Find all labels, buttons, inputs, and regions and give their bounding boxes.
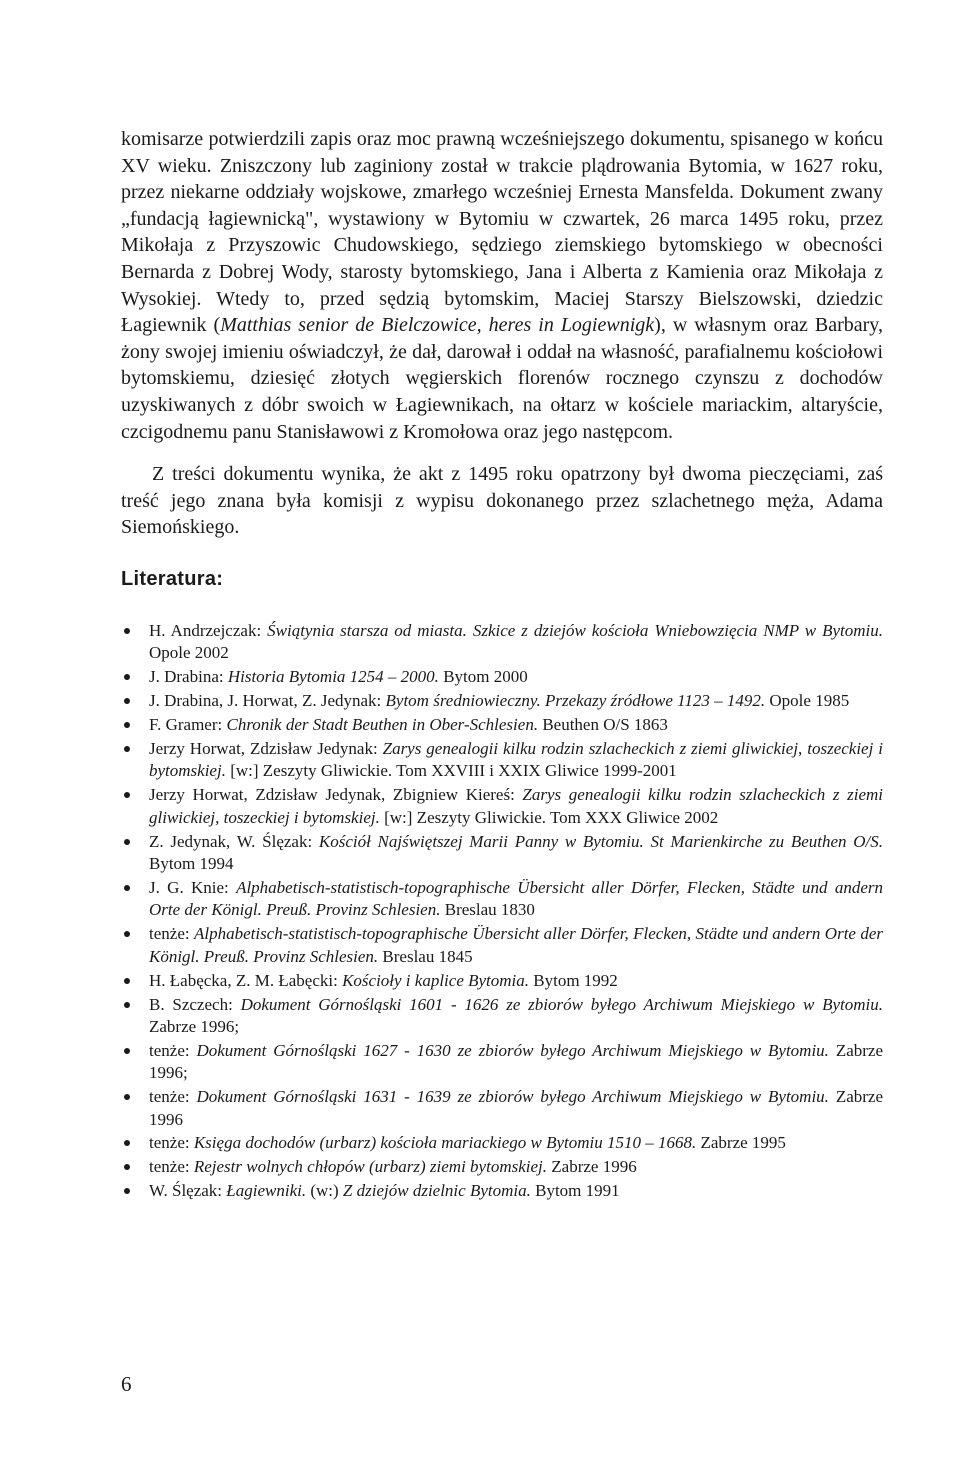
reference-item	[121, 1040, 883, 1085]
reference-author: tenże:	[149, 924, 194, 944]
reference-list	[121, 620, 883, 1204]
reference-title: Świątynia starsza od miasta. Szkice z dziejów kościoła Wniebowzięcia NMP w Bytomiu.	[267, 621, 884, 640]
reference-item	[121, 784, 883, 829]
bullet-icon	[124, 885, 130, 891]
bullet-icon	[124, 1002, 130, 1008]
reference-title: Alphabetisch-statistisch-topographische Übersicht aller Dörfer, Flecken, Städte und andern Orte der Königl. Preuß. Provinz Schlesien.	[149, 877, 883, 920]
bullet-icon	[124, 746, 130, 752]
reference-item	[121, 970, 883, 992]
paragraph-text: komisarze potwierdzili zapis oraz moc prawną wcześniejszego dokumentu, spisanego w końcu XV wieku. Zniszczony lub zaginiony został w trakcie plądrowania Bytomia, w 1627 roku, przez niekarne oddziały wojskowe, zmarłego wcześniej Ernesta Mansfelda. Dokument zwany „fundacją łagiewnicką", wystawiony w Bytomiu w czwartek, 26 marca 1495 roku, przez Mikołaja z Przyszowic Chudowskiego, sędziego ziemskiego bytomskiego w obecności Bernarda z Dobrej Wody, starosty bytomskiego, Jana i Alberta z Kamienia oraz Mikołaja z Wysokiej. Wtedy to, przed sędzią bytomskim, Maciej Starszy Bielszowski, dziedzic Łagiewnik (	[121, 128, 883, 337]
reference-item	[121, 877, 883, 922]
reference-author: Jerzy Horwat, Zdzisław Jedynak:	[149, 739, 383, 759]
bullet-icon	[124, 792, 130, 798]
reference-rest: Breslau 1845	[378, 946, 473, 966]
reference-author: Jerzy Horwat, Zdzisław Jedynak, Zbigniew Kiereś:	[149, 785, 523, 805]
reference-author: tenże:	[149, 1040, 197, 1060]
reference-rest: Zabrze 1996;	[149, 1040, 884, 1083]
reference-rest2: Bytom 1991	[530, 1181, 620, 1201]
bullet-icon	[124, 1048, 130, 1054]
reference-item	[121, 1180, 883, 1202]
reference-rest: Zabrze 1996	[547, 1157, 637, 1177]
reference-title: Rejestr wolnych chłopów (urbarz) ziemi bytomskiej.	[193, 1157, 548, 1177]
page-number: 6	[121, 1372, 132, 1396]
reference-author: H. Łabęcka, Z. M. Łabęcki:	[149, 970, 343, 990]
reference-author: J. Drabina:	[149, 667, 228, 687]
reference-author: Z. Jedynak, W. Ślęzak:	[149, 831, 319, 851]
reference-rest: Opole 1985	[765, 691, 850, 711]
reference-title: Alphabetisch-statistisch-topographische Übersicht aller Dörfer, Flecken, Städte und andern Orte der Königl. Preuß. Provinz Schlesien.	[149, 924, 883, 966]
bullet-icon	[124, 698, 130, 704]
reference-title: Zarys genealogii kilku rodzin szlacheckich z ziemi gliwickiej, toszeckiej i bytomskiej.	[149, 785, 883, 827]
bullet-icon	[124, 839, 130, 845]
bullet-icon	[124, 674, 130, 680]
bullet-icon	[124, 1188, 130, 1194]
reference-author: F. Gramer:	[149, 715, 227, 735]
reference-item	[121, 994, 883, 1039]
bullet-icon	[124, 978, 130, 984]
reference-title: Dokument Górnośląski 1631 - 1639 ze zbiorów byłego Archiwum Miejskiego w Bytomiu.	[196, 1087, 829, 1107]
reference-rest: Bytom 2000	[438, 667, 528, 687]
reference-rest: [w:] Zeszyty Gliwickie. Tom XXVIII i XXIX Gliwice 1999-2001	[225, 761, 677, 781]
bullet-icon	[124, 1094, 130, 1100]
reference-author: W. Ślęzak:	[149, 1181, 227, 1201]
reference-title: Historia Bytomia 1254 – 2000.	[227, 667, 439, 687]
reference-title: Księga dochodów (urbarz) kościoła mariackiego w Bytomiu 1510 – 1668.	[193, 1133, 697, 1153]
reference-title: Dokument Górnośląski 1627 - 1630 ze zbiorów byłego Archiwum Miejskiego w Bytomiu.	[196, 1040, 829, 1060]
reference-rest: [w:] Zeszyty Gliwickie. Tom XXX Gliwice 2002	[379, 807, 719, 827]
reference-item	[121, 1132, 883, 1154]
reference-item	[121, 666, 883, 688]
reference-item	[121, 923, 883, 968]
reference-item	[121, 620, 883, 665]
reference-rest: Beuthen O/S 1863	[538, 715, 668, 735]
reference-title: Bytom średniowieczny. Przekazy źródłowe 1123 – 1492.	[385, 691, 766, 711]
reference-item	[121, 690, 883, 712]
reference-author: J. Drabina, J. Horwat, Z. Jedynak:	[149, 691, 386, 711]
reference-item	[121, 1156, 883, 1178]
reference-rest: Bytom 1992	[529, 970, 618, 990]
reference-author: tenże:	[149, 1087, 197, 1107]
reference-title: Dokument Górnośląski 1601 - 1626 ze zbiorów byłego Archiwum Miejskiego w Bytomiu.	[240, 994, 884, 1014]
reference-title: Kościoły i kaplice Bytomia.	[342, 970, 530, 990]
bullet-icon	[124, 628, 130, 634]
reference-rest: Zabrze 1996;	[149, 1016, 240, 1036]
reference-rest: Bytom 1994	[149, 854, 234, 874]
reference-author: J. G. Knie:	[149, 877, 237, 897]
body-paragraph: Z treści dokumentu wynika, że akt z 1495 roku opatrzony był dwoma pieczęciami, zaś treść jego znana była komisji z wypisu dokonanego przez szlachetnego męża, Adama Siemońskiego.	[121, 463, 883, 539]
bullet-icon	[124, 722, 130, 728]
reference-title: Łagiewniki.	[226, 1181, 307, 1201]
reference-item	[121, 831, 883, 876]
reference-item	[121, 1086, 883, 1131]
reference-item	[121, 714, 883, 736]
reference-author: tenże:	[149, 1157, 194, 1177]
body-paragraph	[121, 126, 883, 445]
reference-author: H. Andrzejczak:	[149, 621, 268, 640]
literature-heading: Literatura:	[121, 568, 224, 590]
reference-author: tenże:	[149, 1133, 194, 1153]
reference-rest: Zabrze 1995	[696, 1133, 786, 1153]
reference-title: Zarys genealogii kilku rodzin szlacheckich z ziemi gliwickiej, toszeckiej i bytomskiej.	[149, 739, 883, 781]
reference-rest: Zabrze 1996	[149, 1087, 884, 1129]
reference-item	[121, 738, 883, 783]
reference-title: Kościół Najświętszej Marii Panny w Bytomiu. St Marienkirche zu Beuthen O/S.	[318, 831, 883, 851]
reference-title: Chronik der Stadt Beuthen in Ober-Schlesien.	[226, 715, 539, 735]
bullet-icon	[124, 1164, 130, 1170]
reference-author: B. Szczech:	[149, 994, 241, 1014]
bullet-icon	[124, 1140, 130, 1146]
reference-rest: (w:)	[306, 1181, 343, 1201]
reference-rest: Opole 2002	[149, 643, 229, 663]
latin-quote: Matthias senior de Bielczowice, heres in Logiewnigk	[220, 314, 655, 337]
paragraph-text-end: ), w własnym oraz Barbary, żony swojej imieniu oświadczył, że dał, darował i oddał na własność, parafialnemu kościołowi bytomskiemu, dziesięć złotych węgierskich florenów rocznego czynszu z dochodów uzyskiwanych z dóbr swoich w Łagiewnikach, na ołtarz w kościele mariackim, altaryście, czcigodnemu panu Stanisławowi z Kromołowa oraz jego następcom.	[121, 314, 883, 443]
bullet-icon	[124, 931, 130, 937]
reference-title2: Z dziejów dzielnic Bytomia.	[342, 1181, 531, 1201]
reference-rest: Breslau 1830	[440, 900, 535, 920]
